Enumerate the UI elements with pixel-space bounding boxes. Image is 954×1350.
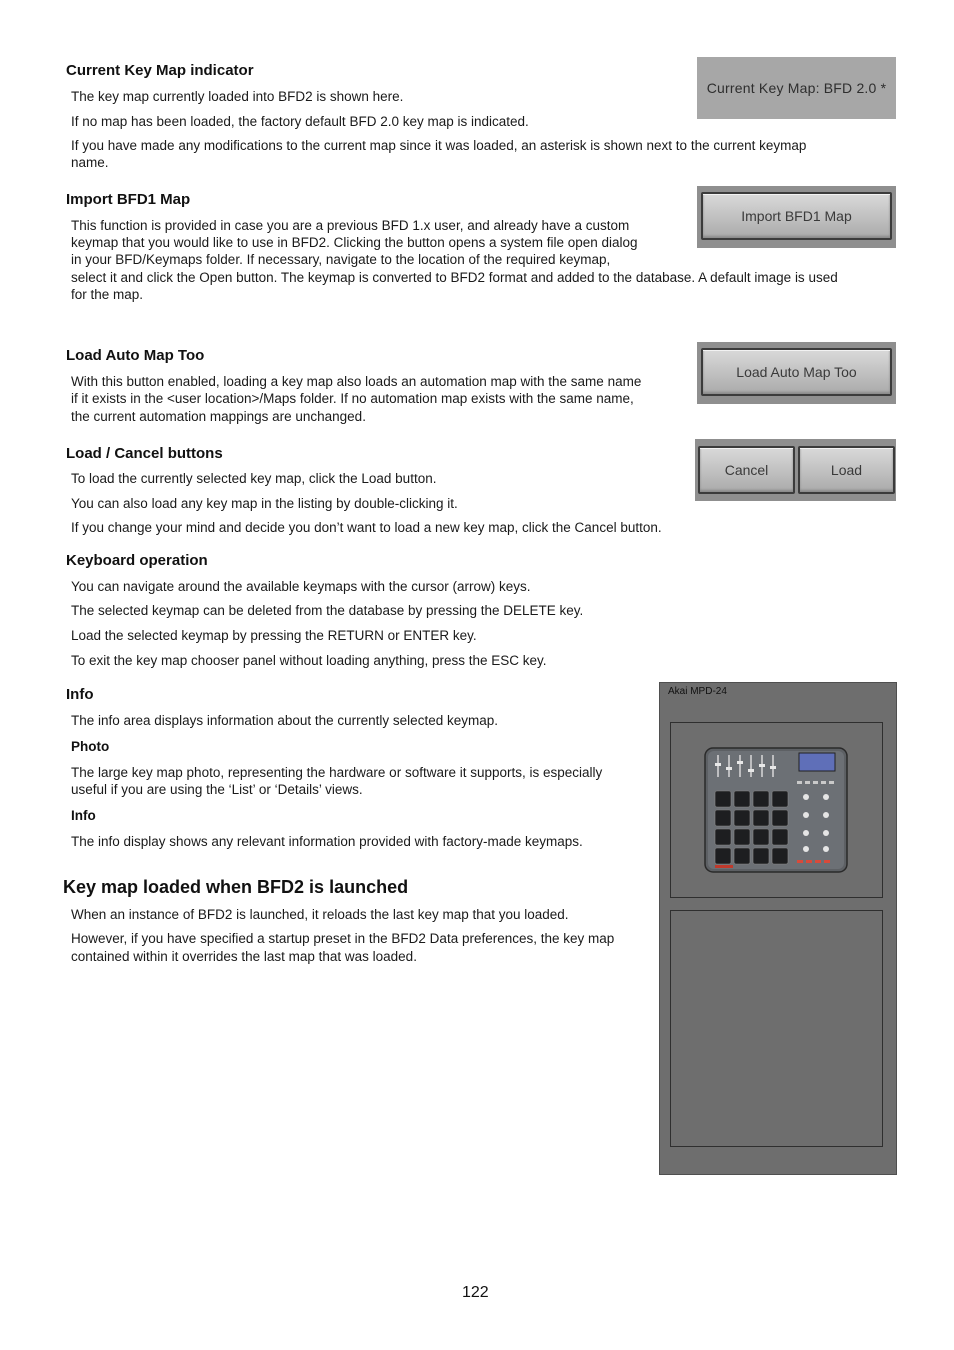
photo-text-1: The large key map photo, representing the hardware or software it supports, is especially	[71, 765, 603, 780]
cancel-button[interactable]: Cancel	[698, 446, 795, 494]
import-bfd1-button[interactable]: Import BFD1 Map	[701, 192, 892, 240]
load-auto-map-button[interactable]: Load Auto Map Too	[701, 348, 892, 396]
import-bfd1-line-1: This function is provided in case you are a previous BFD 1.x user, and already have a custom	[71, 218, 630, 233]
import-bfd1-line-5: for the map.	[71, 287, 144, 302]
keymap-info-area	[670, 910, 883, 1147]
load-cancel-heading: Load / Cancel buttons	[66, 445, 223, 462]
keymap-photo-area	[670, 722, 883, 898]
info-text: The info area displays information about the currently selected keymap.	[71, 713, 498, 728]
current-key-map-text-2: If no map has been loaded, the factory default BFD 2.0 key map is indicated.	[71, 114, 529, 129]
keyboard-text-3: Load the selected keymap by pressing the RETURN or ENTER key.	[71, 628, 477, 643]
import-bfd1-line-4: select it and click the Open button. The keymap is converted to BFD2 format and added to the database. A default image is used	[71, 270, 838, 285]
keyboard-text-4: To exit the key map chooser panel without loading anything, press the ESC key.	[71, 653, 547, 668]
launched-text-2a: However, if you have specified a startup preset in the BFD2 Data preferences, the key map	[71, 931, 615, 946]
load-cancel-button-frame	[695, 439, 896, 501]
current-key-map-text-3b: name.	[71, 155, 109, 170]
launched-text-2b: contained within it overrides the last map that was loaded.	[71, 949, 417, 964]
photo-text-2: useful if you are using the ‘List’ or ‘Details’ views.	[71, 782, 363, 797]
controller-photo-icon	[671, 723, 882, 897]
launched-text-1: When an instance of BFD2 is launched, it reloads the last key map that you loaded.	[71, 907, 569, 922]
launched-heading: Key map loaded when BFD2 is launched	[63, 877, 409, 897]
import-bfd1-button-frame	[697, 186, 896, 248]
current-key-map-label: Current Key Map: BFD 2.0 *	[706, 80, 887, 96]
load-cancel-text-1: To load the currently selected key map, click the Load button.	[71, 471, 437, 486]
info-subheading: Info	[71, 808, 96, 823]
import-bfd1-line-2: keymap that you would like to use in BFD2. Clicking the button opens a system file open dialog	[71, 235, 638, 250]
page-number: 122	[462, 1284, 489, 1301]
info-heading: Info	[66, 686, 94, 703]
load-auto-map-heading: Load Auto Map Too	[66, 347, 205, 364]
current-key-map-text-3a: If you have made any modifications to the current map since it was loaded, an asterisk is shown next to the current keymap	[71, 138, 807, 153]
info-panel-title: Akai MPD-24	[668, 686, 727, 697]
current-key-map-heading: Current Key Map indicator	[66, 62, 254, 79]
photo-subheading: Photo	[71, 739, 110, 754]
keyboard-text-1: You can navigate around the available keymaps with the cursor (arrow) keys.	[71, 579, 531, 594]
load-auto-map-line-1: With this button enabled, loading a key map also loads an automation map with the same name	[71, 374, 642, 389]
current-key-map-indicator	[697, 57, 896, 119]
keyboard-text-2: The selected keymap can be deleted from the database by pressing the DELETE key.	[71, 603, 584, 618]
load-button[interactable]: Load	[798, 446, 895, 494]
load-auto-map-line-2: if it exists in the <user location>/Maps folder. If no automation map exists with the same name,	[71, 391, 634, 406]
load-auto-map-line-3: the current automation mappings are unchanged.	[71, 409, 366, 424]
load-cancel-text-2: You can also load any key map in the listing by double-clicking it.	[71, 496, 458, 511]
load-auto-map-button-frame	[697, 342, 896, 404]
load-cancel-text-3: If you change your mind and decide you don’t want to load a new key map, click the Cancel button.	[71, 520, 662, 535]
info-panel	[659, 682, 897, 1175]
info-display-text: The info display shows any relevant information provided with factory-made keymaps.	[71, 834, 583, 849]
keyboard-heading: Keyboard operation	[66, 552, 208, 569]
current-key-map-text-1: The key map currently loaded into BFD2 is shown here.	[71, 89, 404, 104]
import-bfd1-heading: Import BFD1 Map	[66, 191, 191, 208]
import-bfd1-line-3: in your BFD/Keymaps folder. If necessary, navigate to the location of the required keymap,	[71, 252, 611, 267]
